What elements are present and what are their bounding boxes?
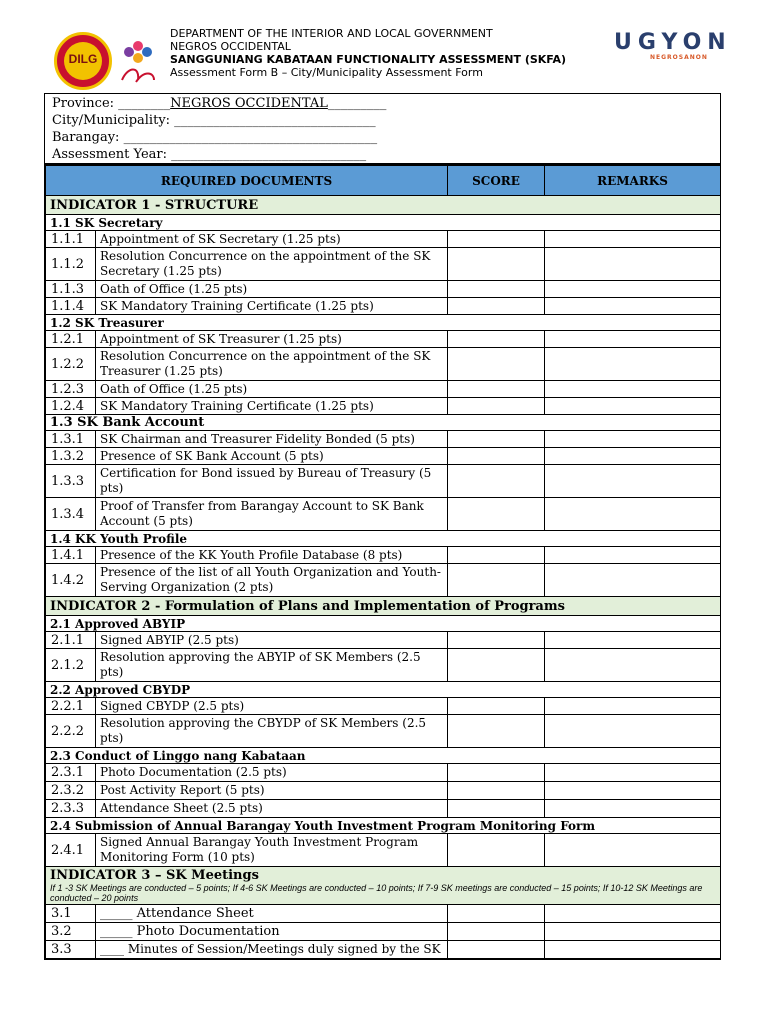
score-cell[interactable] [448,941,545,959]
remarks-cell[interactable] [545,248,721,281]
item-description: Appointment of SK Treasurer (1.25 pts) [96,331,448,348]
item-number: 1.1.3 [46,281,96,298]
score-cell[interactable] [448,905,545,923]
section-1-2-title: 1.2 SK Treasurer [46,315,721,331]
remarks-cell[interactable] [545,547,721,564]
item-description: Oath of Office (1.25 pts) [96,381,448,398]
item-description: Post Activity Report (5 pts) [96,782,448,800]
section-row [46,748,721,764]
table-row [46,698,721,715]
score-cell[interactable] [448,465,545,498]
remarks-cell[interactable] [545,923,721,941]
item-number: 1.3.4 [46,498,96,531]
section-1-4-title: 1.4 KK Youth Profile [46,531,721,547]
remarks-cell[interactable] [545,381,721,398]
section-row [46,215,721,231]
indicator-row [46,196,721,215]
remarks-cell[interactable] [545,398,721,415]
item-number: 1.4.2 [46,564,96,597]
ugyon-wordmark: UGYON [614,30,732,55]
remarks-cell[interactable] [545,331,721,348]
table-row [46,649,721,682]
item-number: 2.3.1 [46,764,96,782]
item-description: SK Chairman and Treasurer Fidelity Bonded (5 pts) [96,431,448,448]
assessment-title: SANGGUNIANG KABATAAN FUNCTIONALITY ASSESSMENT (SKFA) [170,53,567,66]
table-row [46,281,721,298]
province-label: Province: ________ [52,96,171,111]
remarks-cell[interactable] [545,782,721,800]
item-description: SK Mandatory Training Certificate (1.25 pts) [96,298,448,315]
barangay-field[interactable]: Barangay: _______________________________________ [52,130,378,145]
item-number: 2.2.1 [46,698,96,715]
remarks-cell[interactable] [545,764,721,782]
table-row [46,248,721,281]
section-2-3-title: 2.3 Conduct of Linggo nang Kabataan [46,748,721,764]
score-cell[interactable] [448,298,545,315]
table-row [46,298,721,315]
item-number: 1.2.3 [46,381,96,398]
indicator-3-cell [46,867,721,905]
item-number: 1.2.2 [46,348,96,381]
documents-table [45,164,721,959]
remarks-cell[interactable] [545,632,721,649]
remarks-cell[interactable] [545,348,721,381]
table-row [46,348,721,381]
score-cell[interactable] [448,331,545,348]
section-2-4-title: 2.4 Submission of Annual Barangay Youth Investment Program Monitoring Form [46,818,721,834]
assessment-year-field[interactable]: Assessment Year: ______________________________ [52,147,367,162]
item-description: _____ Attendance Sheet [96,905,448,923]
section-row [46,315,721,331]
remarks-cell[interactable] [545,905,721,923]
item-number: 2.4.1 [46,834,96,867]
item-description: Signed ABYIP (2.5 pts) [96,632,448,649]
province-line: NEGROS OCCIDENTAL [170,40,291,53]
item-description: Appointment of SK Secretary (1.25 pts) [96,231,448,248]
item-number: 1.2.4 [46,398,96,415]
item-description: Attendance Sheet (2.5 pts) [96,800,448,818]
table-row [46,465,721,498]
section-2-1-title: 2.1 Approved ABYIP [46,616,721,632]
table-header-row [46,165,721,196]
item-number: 1.1.2 [46,248,96,281]
remarks-cell[interactable] [545,448,721,465]
item-number: 1.3.3 [46,465,96,498]
item-number: 1.4.1 [46,547,96,564]
section-1-3-title: 1.3 SK Bank Account [46,415,721,431]
section-2-2-title: 2.2 Approved CBYDP [46,682,721,698]
ugyon-logo [614,30,744,66]
item-description: Presence of SK Bank Account (5 pts) [96,448,448,465]
remarks-cell[interactable] [545,431,721,448]
item-number: 2.2.2 [46,715,96,748]
item-description: _____ Photo Documentation [96,923,448,941]
item-description: Certification for Bond issued by Bureau of Treasury (5 pts) [96,465,448,498]
score-cell[interactable] [448,923,545,941]
remarks-cell[interactable] [545,564,721,597]
item-number: 1.1.1 [46,231,96,248]
location-info [45,94,720,164]
remarks-cell[interactable] [545,941,721,959]
score-cell[interactable] [448,834,545,867]
table-row [46,834,721,867]
form-subtitle: Assessment Form B – City/Municipality Assessment Form [170,66,483,79]
score-cell[interactable] [448,348,545,381]
header-remarks: REMARKS [545,165,721,196]
score-cell[interactable] [448,448,545,465]
section-row [46,818,721,834]
item-number: 2.3.3 [46,800,96,818]
table-row [46,547,721,564]
table-row [46,800,721,818]
item-number: 3.2 [46,923,96,941]
score-cell[interactable] [448,281,545,298]
city-field[interactable]: City/Municipality: _______________________________ [52,113,376,128]
indicator-3-scoring-note: If 1 -3 SK Meetings are conducted – 5 points; If 4-6 SK Meetings are conducted – 10 points; If 7-9 SK meetings are conducted – 15 points; If 10-12 SK Meetings are conducted – 20 points [50,883,703,903]
indicator-1-title: INDICATOR 1 - STRUCTURE [46,196,721,215]
header-text-block [170,27,566,79]
remarks-cell[interactable] [545,281,721,298]
remarks-cell[interactable] [545,834,721,867]
item-description: Signed Annual Barangay Youth Investment Program Monitoring Form (10 pts) [96,834,448,867]
item-description: Oath of Office (1.25 pts) [96,281,448,298]
indicator-3-title: INDICATOR 3 – SK Meetings [50,868,259,883]
assessment-form [44,93,721,960]
province-value[interactable]: NEGROS OCCIDENTAL [170,96,328,111]
section-1-1-title: 1.1 SK Secretary [46,215,721,231]
table-row [46,923,721,941]
score-cell[interactable] [448,431,545,448]
negros-flower-logo [116,36,160,86]
item-description: Presence of the list of all Youth Organization and Youth-Serving Organization (2 pts) [96,564,448,597]
table-row [46,941,721,959]
item-description: Resolution approving the CBYDP of SK Members (2.5 pts) [96,715,448,748]
table-row [46,905,721,923]
score-cell[interactable] [448,564,545,597]
table-row [46,715,721,748]
province-tail: _________ [327,96,387,111]
remarks-cell[interactable] [545,465,721,498]
item-number: 3.3 [46,941,96,959]
table-row [46,632,721,649]
score-cell[interactable] [448,248,545,281]
item-description: Proof of Transfer from Barangay Account to SK Bank Account (5 pts) [96,498,448,531]
indicator-row [46,597,721,616]
score-cell[interactable] [448,800,545,818]
item-description: Photo Documentation (2.5 pts) [96,764,448,782]
department-line: DEPARTMENT OF THE INTERIOR AND LOCAL GOVERNMENT [170,27,493,40]
score-cell[interactable] [448,782,545,800]
item-number: 3.1 [46,905,96,923]
document-header [0,0,768,94]
item-description: Signed CBYDP (2.5 pts) [96,698,448,715]
section-row [46,682,721,698]
table-row [46,564,721,597]
table-row [46,398,721,415]
table-row [46,331,721,348]
item-number: 1.3.2 [46,448,96,465]
item-description: Resolution Concurrence on the appointment of the SK Treasurer (1.25 pts) [96,348,448,381]
table-row [46,431,721,448]
remarks-cell[interactable] [545,698,721,715]
indicator-2-title: INDICATOR 2 - Formulation of Plans and Implementation of Programs [46,597,721,616]
score-cell[interactable] [448,715,545,748]
item-description: Presence of the KK Youth Profile Database (8 pts) [96,547,448,564]
remarks-cell[interactable] [545,800,721,818]
remarks-cell[interactable] [545,715,721,748]
score-cell[interactable] [448,649,545,682]
seal-text: DILG [68,52,98,66]
header-required-documents: REQUIRED DOCUMENTS [46,165,448,196]
remarks-cell[interactable] [545,649,721,682]
score-cell[interactable] [448,547,545,564]
item-description: SK Mandatory Training Certificate (1.25 pts) [96,398,448,415]
table-row [46,764,721,782]
item-description: Resolution approving the ABYIP of SK Members (2.5 pts) [96,649,448,682]
item-description: ____ Minutes of Session/Meetings duly signed by the SK [96,941,448,959]
item-number: 2.1.2 [46,649,96,682]
remarks-cell[interactable] [545,298,721,315]
table-row [46,381,721,398]
section-row [46,531,721,547]
table-row [46,498,721,531]
ugyon-subtitle: NEGROSANON [650,54,708,61]
item-number: 1.3.1 [46,431,96,448]
item-description: Resolution Concurrence on the appointment of the SK Secretary (1.25 pts) [96,248,448,281]
header-score: SCORE [448,165,545,196]
section-row [46,616,721,632]
item-number: 2.3.2 [46,782,96,800]
table-row [46,448,721,465]
indicator-row [46,867,721,905]
item-number: 1.1.4 [46,298,96,315]
item-number: 2.1.1 [46,632,96,649]
score-cell[interactable] [448,398,545,415]
score-cell[interactable] [448,381,545,398]
item-number: 1.2.1 [46,331,96,348]
score-cell[interactable] [448,632,545,649]
dilg-seal-logo [54,32,112,90]
province-field [52,95,714,112]
section-row [46,415,721,431]
remarks-cell[interactable] [545,498,721,531]
score-cell[interactable] [448,231,545,248]
remarks-cell[interactable] [545,231,721,248]
score-cell[interactable] [448,498,545,531]
score-cell[interactable] [448,698,545,715]
table-row [46,231,721,248]
score-cell[interactable] [448,764,545,782]
table-row [46,782,721,800]
